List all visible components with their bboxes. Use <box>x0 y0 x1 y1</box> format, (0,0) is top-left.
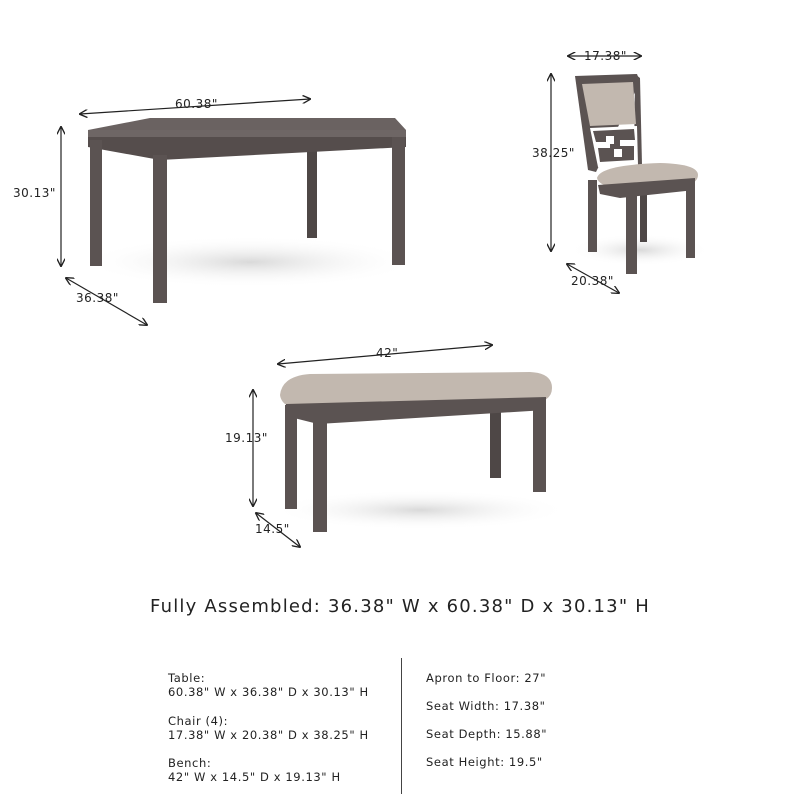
spec-seat-height: Seat Height: 19.5" <box>426 755 543 769</box>
bench-depth-label: 14.5" <box>255 522 290 536</box>
spec-bench <box>168 756 341 784</box>
assembled-dimensions-heading: Fully Assembled: 36.38" W x 60.38" D x 30.13" H <box>150 596 650 617</box>
spec-table-label: Table: <box>168 671 206 685</box>
chair-width-label: 17.38" <box>584 49 627 63</box>
column-divider <box>401 658 402 794</box>
chair-height-label: 38.25" <box>532 146 575 160</box>
chair-illustration <box>570 74 710 274</box>
chair-depth-label: 20.38" <box>571 274 614 288</box>
table-height-label: 30.13" <box>13 186 56 200</box>
spec-seat-width: Seat Width: 17.38" <box>426 699 546 713</box>
spec-chair-value: 17.38" W x 20.38" D x 38.25" H <box>168 728 369 742</box>
spec-chair <box>168 714 369 742</box>
spec-bench-label: Bench: <box>168 756 212 770</box>
spec-bench-value: 42" W x 14.5" D x 19.13" H <box>168 770 341 784</box>
spec-seat-depth: Seat Depth: 15.88" <box>426 727 548 741</box>
bench-height-label: 19.13" <box>225 431 268 445</box>
spec-chair-label: Chair (4): <box>168 714 229 728</box>
table-width-label: 60.38" <box>175 97 218 111</box>
table-depth-label: 36.38" <box>76 291 119 305</box>
spec-apron-to-floor: Apron to Floor: 27" <box>426 671 547 685</box>
table-illustration <box>80 118 420 303</box>
spec-table-value: 60.38" W x 36.38" D x 30.13" H <box>168 685 369 699</box>
bench-width-label: 42" <box>376 346 399 360</box>
bench-illustration <box>270 372 570 532</box>
spec-table <box>168 671 369 699</box>
